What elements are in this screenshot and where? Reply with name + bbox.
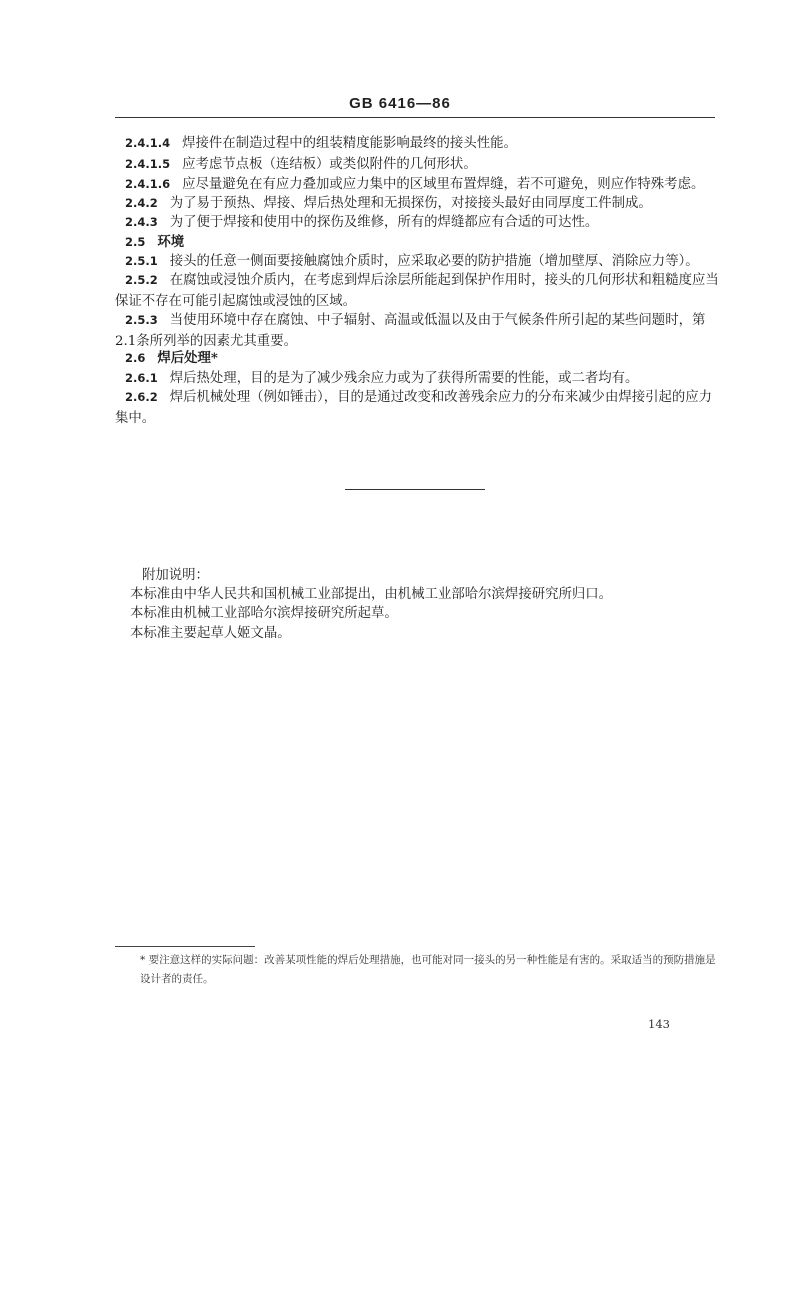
section-heading-2-5 — [115, 232, 720, 253]
clause-text: 接头的任意一侧面要接触腐蚀介质时，应采取必要的防护措施（增加壁厚、消除应力等）。 — [169, 254, 699, 269]
additional-note-line: 本标准主要起草人姬文晶。 — [130, 626, 291, 641]
section-title: 焊后处理* — [157, 350, 218, 366]
section-number: 2.5 — [125, 235, 146, 249]
clause-number: 2.6.2 — [125, 390, 158, 404]
clause-2-6-1 — [115, 368, 720, 389]
clause-number: 2.4.2 — [125, 196, 158, 210]
clause-text: 焊接件在制造过程中的组装精度能影响最终的接头性能。 — [182, 136, 517, 151]
end-of-text-divider — [345, 489, 485, 490]
clause-number: 2.4.1.4 — [125, 136, 171, 150]
document-code-header: GB 6416—86 — [349, 95, 451, 112]
additional-note-line: 本标准由机械工业部哈尔滨焊接研究所起草。 — [130, 606, 398, 621]
clause-text: 为了易于预热、焊接、焊后热处理和无损探伤，对接接头最好由同厚度工件制成。 — [169, 196, 652, 211]
clause-text: 当使用环境中存在腐蚀、中子辐射、高温或低温以及由于气候条件所引起的某些问题时，第2.1条所列举的因素尤其重要。 — [115, 313, 706, 349]
clause-number: 2.6.1 — [125, 371, 158, 385]
section-number: 2.6 — [125, 351, 146, 365]
section-title: 环境 — [157, 234, 185, 250]
footnote: * 要注意这样的实际问题：改善某项性能的焊后处理措施，也可能对同一接头的另一种性能是有害的。采取适当的预防措施是设计者的责任。 — [140, 954, 716, 985]
clause-text: 应尽量避免在有应力叠加或应力集中的区域里布置焊缝，若不可避免，则应作特殊考虑。 — [182, 177, 705, 192]
clause-2-5-1 — [115, 251, 720, 272]
page-number: 143 — [648, 1017, 670, 1031]
clause-2-4-3 — [115, 212, 720, 233]
clause-text: 应考虑节点板（连结板）或类似附件的几何形状。 — [182, 157, 477, 172]
clause-number: 2.4.3 — [125, 215, 158, 229]
clause-number: 2.4.1.5 — [125, 157, 171, 171]
clause-2-5-2 — [115, 270, 720, 312]
clause-text: 焊后热处理，目的是为了减少残余应力或为了获得所需要的性能，或二者均有。 — [169, 371, 639, 386]
header-divider — [115, 117, 715, 118]
section-heading-2-6 — [115, 348, 720, 369]
clause-2-5-3 — [115, 310, 720, 352]
additional-notes-title: 附加说明： — [142, 568, 209, 583]
clause-text: 焊后机械处理（例如锤击），目的是通过改变和改善残余应力的分布来减少由焊接引起的应力集中。 — [115, 390, 713, 426]
clause-2-4-1-6 — [115, 174, 720, 195]
clause-number: 2.4.1.6 — [125, 177, 171, 191]
clause-number: 2.5.3 — [125, 313, 158, 327]
additional-note-line: 本标准由中华人民共和国机械工业部提出，由机械工业部哈尔滨焊接研究所归口。 — [130, 587, 613, 602]
footnote-divider — [115, 946, 255, 947]
clause-2-6-2 — [115, 387, 720, 429]
clause-2-4-1-4 — [115, 133, 720, 154]
clause-text: 在腐蚀或浸蚀介质内，在考虑到焊后涂层所能起到保护作用时，接头的几何形状和粗糙度应当保证不存在可能引起腐蚀或浸蚀的区域。 — [115, 273, 719, 309]
clause-number: 2.5.1 — [125, 254, 158, 268]
clause-2-4-2 — [115, 193, 720, 214]
clause-2-4-1-5 — [115, 154, 720, 175]
clause-text: 为了便于焊接和使用中的探伤及维修，所有的焊缝都应有合适的可达性。 — [169, 215, 599, 230]
clause-number: 2.5.2 — [125, 273, 158, 287]
